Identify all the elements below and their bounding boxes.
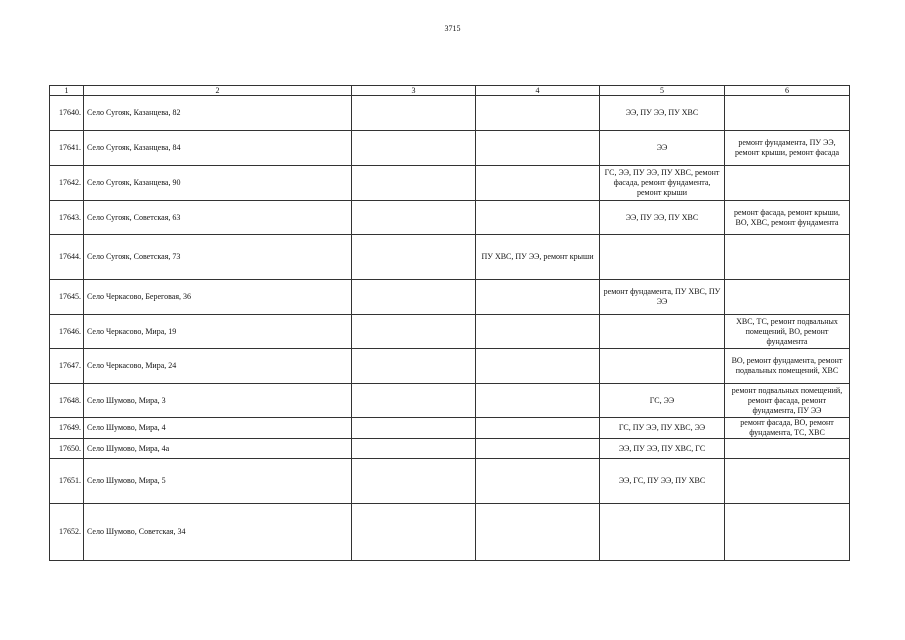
address-cell: Село Сугояк, Советская, 73 xyxy=(84,235,352,280)
column-5-cell: ГС, ЭЭ, ПУ ЭЭ, ПУ ХВС, ремонт фасада, ремонт фундамента, ремонт крыши xyxy=(600,166,725,201)
column-4-cell xyxy=(476,131,600,166)
row-number: 17647. xyxy=(50,349,84,384)
address-cell: Село Черкасово, Береговая, 36 xyxy=(84,280,352,315)
column-6-cell: ХВС, ТС, ремонт подвальных помещений, ВО, ремонт фундамента xyxy=(725,315,850,349)
address-cell: Село Сугояк, Казанцева, 90 xyxy=(84,166,352,201)
column-5-cell: ЭЭ, ГС, ПУ ЭЭ, ПУ ХВС xyxy=(600,459,725,504)
column-3-cell xyxy=(352,439,476,459)
address-cell: Село Шумово, Советская, 34 xyxy=(84,504,352,561)
column-3-cell xyxy=(352,131,476,166)
column-4-cell xyxy=(476,280,600,315)
table-row xyxy=(50,166,850,201)
column-4-cell xyxy=(476,166,600,201)
table-row xyxy=(50,459,850,504)
row-number: 17644. xyxy=(50,235,84,280)
column-4-cell xyxy=(476,349,600,384)
column-header: 6 xyxy=(725,86,850,96)
column-4-cell xyxy=(476,315,600,349)
column-header: 5 xyxy=(600,86,725,96)
address-cell: Село Сугояк, Казанцева, 82 xyxy=(84,96,352,131)
column-3-cell xyxy=(352,280,476,315)
table-row xyxy=(50,504,850,561)
column-3-cell xyxy=(352,315,476,349)
column-3-cell xyxy=(352,201,476,235)
row-number: 17642. xyxy=(50,166,84,201)
address-cell: Село Сугояк, Советская, 63 xyxy=(84,201,352,235)
row-number: 17641. xyxy=(50,131,84,166)
column-6-cell xyxy=(725,235,850,280)
table-row xyxy=(50,315,850,349)
column-6-cell: ВО, ремонт фундамента, ремонт подвальных помещений, ХВС xyxy=(725,349,850,384)
column-3-cell xyxy=(352,459,476,504)
row-number: 17651. xyxy=(50,459,84,504)
column-header: 1 xyxy=(50,86,84,96)
row-number: 17646. xyxy=(50,315,84,349)
table-row xyxy=(50,201,850,235)
column-4-cell xyxy=(476,384,600,418)
row-number: 17649. xyxy=(50,418,84,439)
table-row xyxy=(50,235,850,280)
column-3-cell xyxy=(352,504,476,561)
row-number: 17648. xyxy=(50,384,84,418)
address-cell: Село Шумово, Мира, 4 xyxy=(84,418,352,439)
column-5-cell: ремонт фундамента, ПУ ХВС, ПУ ЭЭ xyxy=(600,280,725,315)
column-6-cell xyxy=(725,459,850,504)
column-4-cell xyxy=(476,201,600,235)
address-cell: Село Шумово, Мира, 3 xyxy=(84,384,352,418)
column-3-cell xyxy=(352,349,476,384)
row-number: 17640. xyxy=(50,96,84,131)
column-header: 4 xyxy=(476,86,600,96)
row-number: 17650. xyxy=(50,439,84,459)
column-6-cell: ремонт фасада, ремонт крыши, ВО, ХВС, ремонт фундамента xyxy=(725,201,850,235)
address-cell: Село Черкасово, Мира, 24 xyxy=(84,349,352,384)
column-6-cell: ремонт фундамента, ПУ ЭЭ, ремонт крыши, ремонт фасада xyxy=(725,131,850,166)
column-6-cell: ремонт подвальных помещений, ремонт фасада, ремонт фундамента, ПУ ЭЭ xyxy=(725,384,850,418)
address-cell: Село Сугояк, Казанцева, 84 xyxy=(84,131,352,166)
column-5-cell: ЭЭ xyxy=(600,131,725,166)
column-5-cell: ЭЭ, ПУ ЭЭ, ПУ ХВС xyxy=(600,96,725,131)
column-3-cell xyxy=(352,235,476,280)
table-row xyxy=(50,96,850,131)
column-4-cell xyxy=(476,96,600,131)
row-number: 17643. xyxy=(50,201,84,235)
column-5-cell: ЭЭ, ПУ ЭЭ, ПУ ХВС xyxy=(600,201,725,235)
column-3-cell xyxy=(352,166,476,201)
column-6-cell xyxy=(725,166,850,201)
row-number: 17645. xyxy=(50,280,84,315)
column-5-cell: ГС, ЭЭ xyxy=(600,384,725,418)
column-4-cell xyxy=(476,459,600,504)
table-row xyxy=(50,131,850,166)
column-6-cell xyxy=(725,96,850,131)
column-header: 2 xyxy=(84,86,352,96)
table-row xyxy=(50,349,850,384)
column-5-cell: ЭЭ, ПУ ЭЭ, ПУ ХВС, ГС xyxy=(600,439,725,459)
column-5-cell: ГС, ПУ ЭЭ, ПУ ХВС, ЭЭ xyxy=(600,418,725,439)
column-5-cell xyxy=(600,349,725,384)
column-4-cell xyxy=(476,504,600,561)
table-row xyxy=(50,439,850,459)
column-3-cell xyxy=(352,96,476,131)
address-cell: Село Шумово, Мира, 4а xyxy=(84,439,352,459)
table-row xyxy=(50,280,850,315)
column-6-cell xyxy=(725,504,850,561)
buildings-table xyxy=(49,85,850,561)
table-row xyxy=(50,418,850,439)
column-4-cell xyxy=(476,418,600,439)
column-3-cell xyxy=(352,384,476,418)
table-header-row xyxy=(50,86,850,96)
address-cell: Село Шумово, Мира, 5 xyxy=(84,459,352,504)
column-4-cell: ПУ ХВС, ПУ ЭЭ, ремонт крыши xyxy=(476,235,600,280)
column-3-cell xyxy=(352,418,476,439)
address-cell: Село Черкасово, Мира, 19 xyxy=(84,315,352,349)
column-5-cell xyxy=(600,504,725,561)
column-4-cell xyxy=(476,439,600,459)
column-5-cell xyxy=(600,235,725,280)
table-row xyxy=(50,384,850,418)
column-5-cell xyxy=(600,315,725,349)
column-6-cell xyxy=(725,280,850,315)
page-number: 3715 xyxy=(444,24,461,33)
row-number: 17652. xyxy=(50,504,84,561)
column-6-cell xyxy=(725,439,850,459)
column-header: 3 xyxy=(352,86,476,96)
column-6-cell: ремонт фасада, ВО, ремонт фундамента, ТС, ХВС xyxy=(725,418,850,439)
